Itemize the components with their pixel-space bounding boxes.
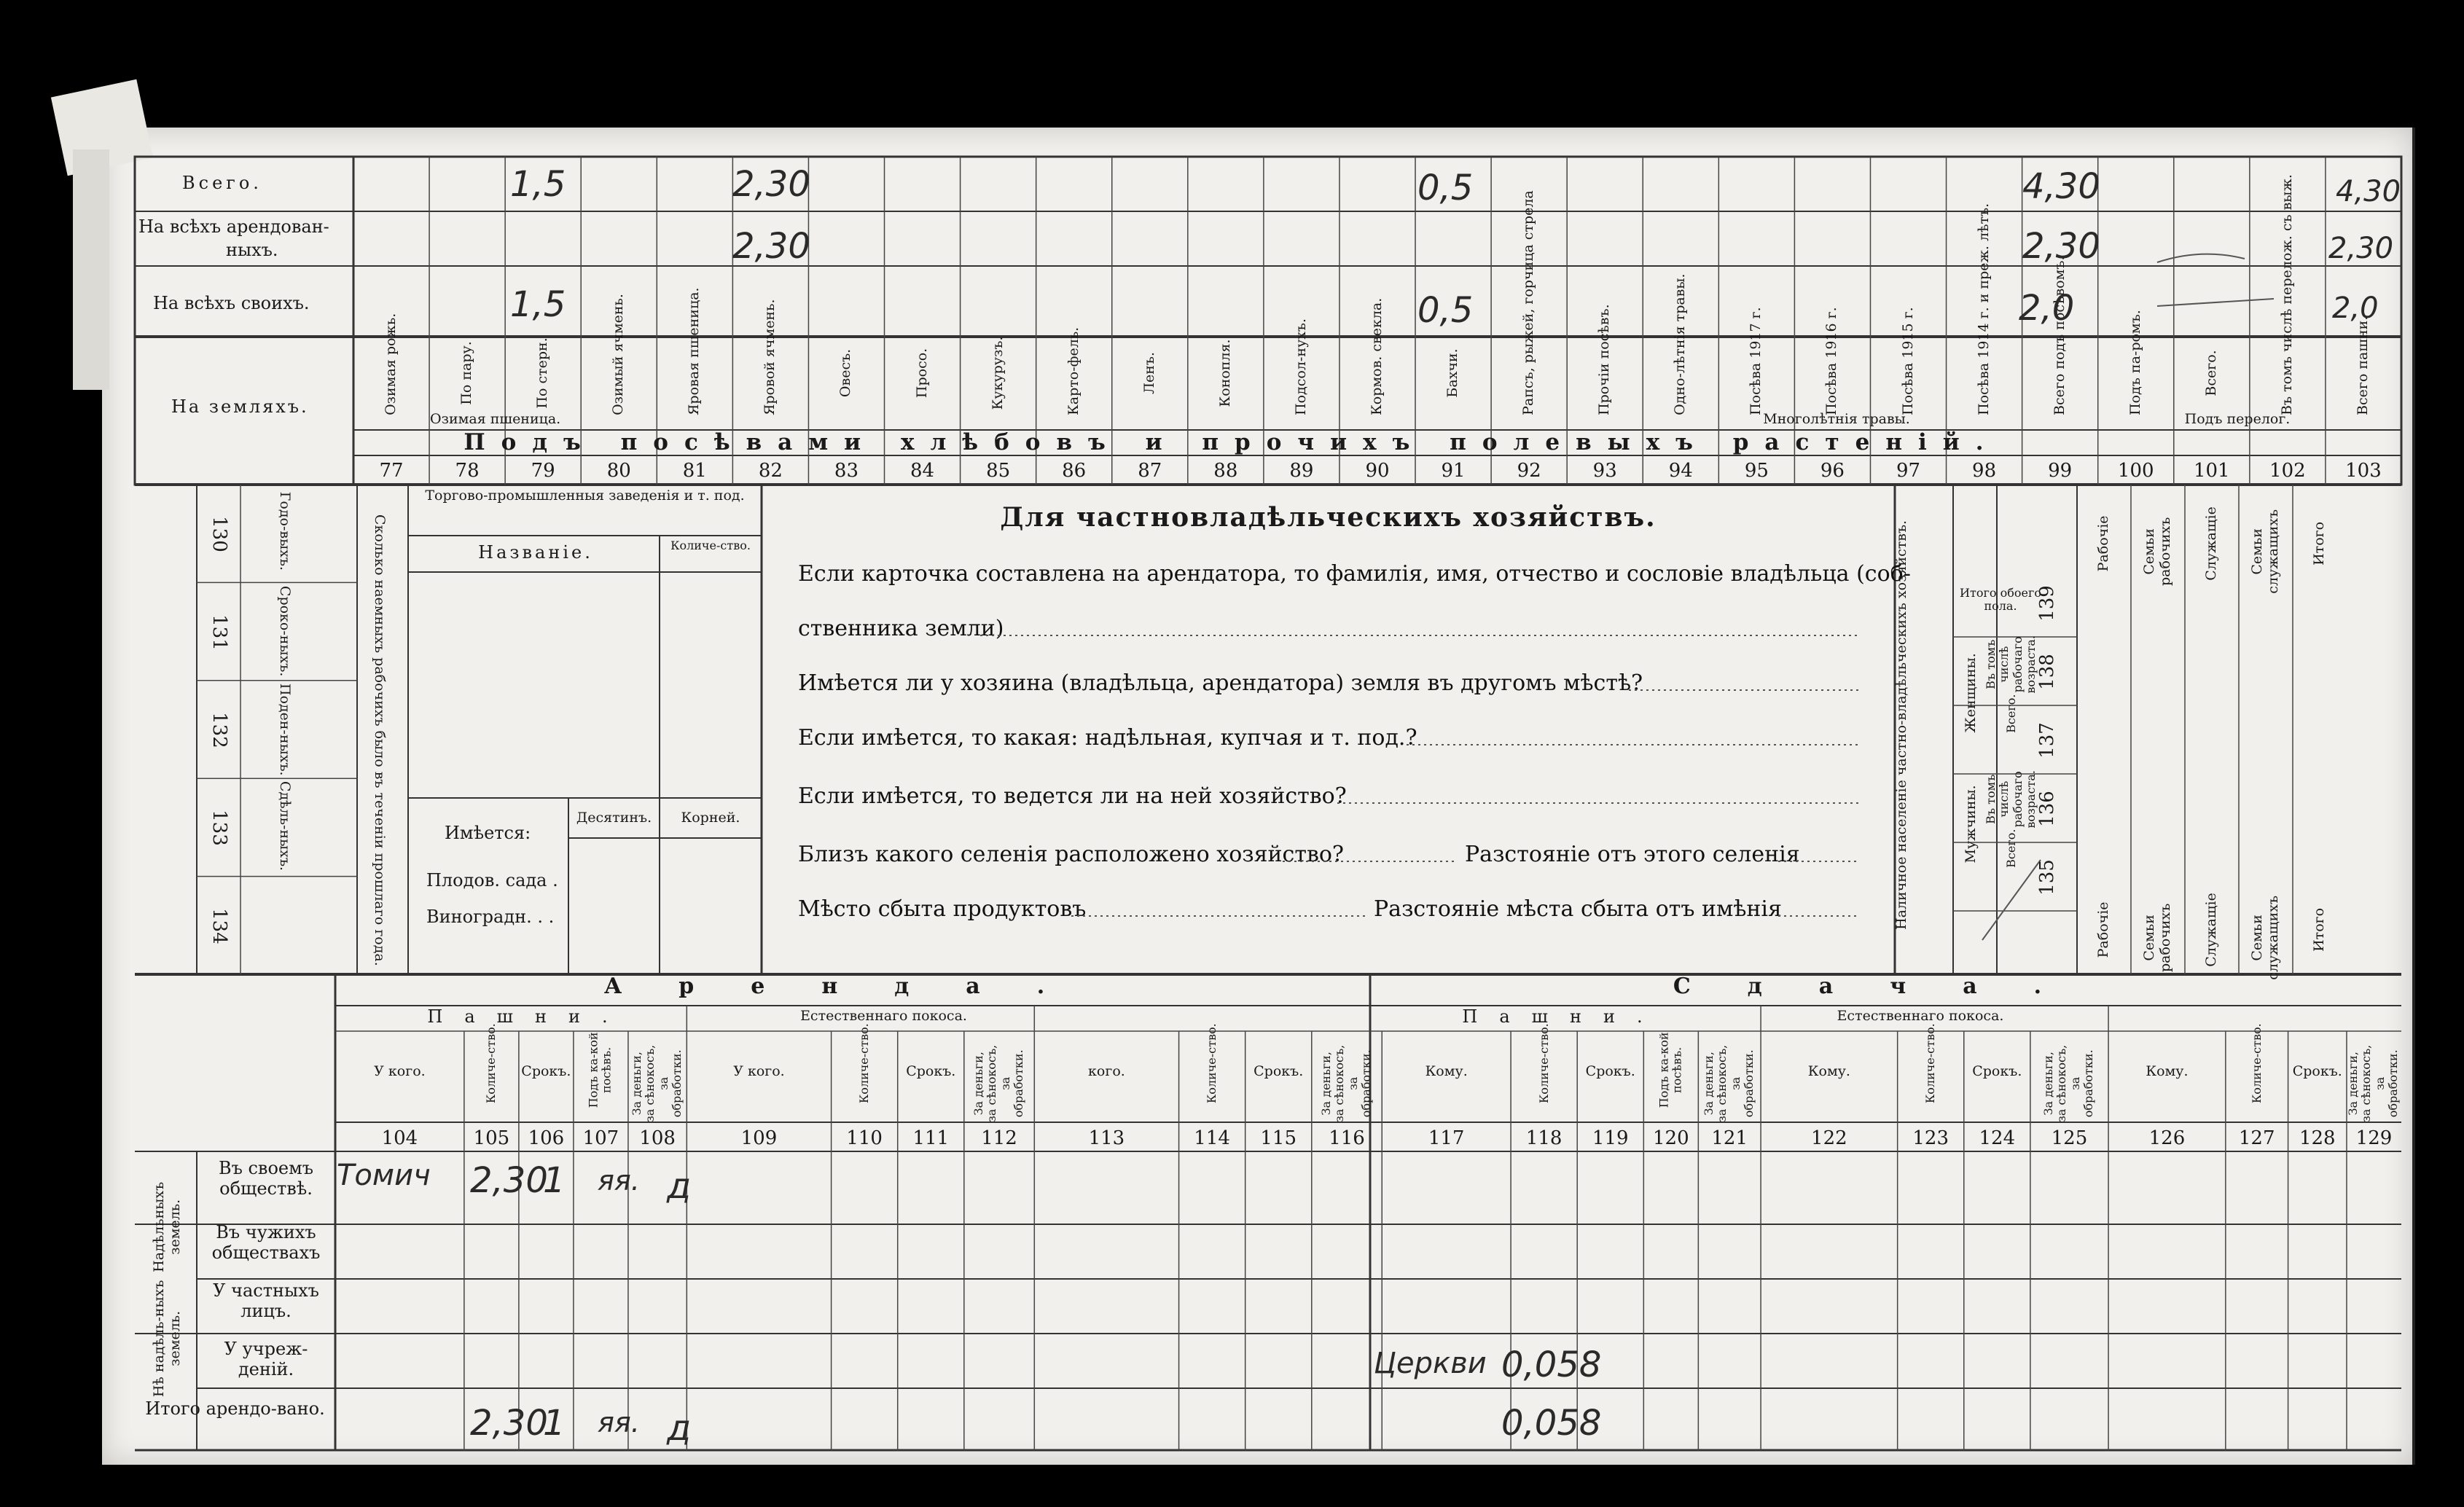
- column-number: 93: [1592, 460, 1617, 482]
- trade-qty-header: Количе-ство.: [670, 539, 751, 552]
- lease-column-header: Срокъ.: [1585, 1063, 1635, 1079]
- hw-r1-term: 1: [543, 1160, 566, 1201]
- column-number: 99: [2048, 460, 2073, 482]
- column-number: 94: [1668, 460, 1693, 482]
- right-column-label-top: Итого: [2311, 521, 2328, 565]
- lease-column-number: 115: [1260, 1127, 1297, 1149]
- trade-title: Торгово-промышленныя заведенія и т. под.: [425, 488, 745, 504]
- row-label-total: Всего.: [182, 173, 262, 193]
- question-owner-b: ственника земли): [798, 616, 1004, 641]
- group-allotment-lands: Надѣльныхъ земель.: [151, 1181, 183, 1272]
- column-header-label: По пару.: [458, 341, 475, 405]
- lease-column-header: Количе-ство.: [1204, 1023, 1219, 1104]
- column-number: 84: [910, 460, 935, 482]
- lease-column-header: За деньги, за сѣнокосъ, за обработки.: [1702, 1044, 1756, 1122]
- column-header-label: Посѣва 1917 г.: [1748, 307, 1764, 415]
- men-label: Мужчины.: [1963, 785, 1979, 864]
- lease-column-header: У кого.: [374, 1063, 426, 1079]
- column-header-label: Кукурузъ.: [989, 336, 1006, 410]
- vineyard-label: Виноградн. . .: [426, 907, 555, 927]
- row-institutions: У учреж-деній.: [224, 1339, 308, 1379]
- column-number: 78: [455, 460, 480, 482]
- column-number: 97: [1896, 460, 1921, 482]
- women-working-age-label: Въ томъ числѣ рабочаго возраста.: [1984, 635, 2038, 694]
- hw-rented-103: 2,30: [2328, 232, 2394, 265]
- lease-column-header: У кого.: [733, 1063, 785, 1079]
- lease-column-header: кого.: [1088, 1063, 1125, 1079]
- subheader-perennial-grasses: Многолѣтнія травы.: [1763, 411, 1910, 427]
- hw-total-pay: д: [667, 1408, 692, 1449]
- worker-column-number: 131: [208, 614, 230, 651]
- lease-column-header: Количе-ство.: [1536, 1023, 1551, 1104]
- column-header-label: Озимая рожь.: [383, 313, 399, 415]
- column-header-label: Всего.: [2202, 350, 2219, 396]
- hw-r1-qty: 2,30: [470, 1160, 548, 1201]
- desyatin-header: Десятинъ.: [576, 810, 652, 826]
- lease-column-number: 121: [1711, 1127, 1748, 1149]
- arenda-meadow-header: Естественнаго покоса.: [800, 1008, 967, 1024]
- lease-column-header: Срокъ.: [2292, 1063, 2342, 1079]
- question-farming: Если имѣется, то ведется ли на ней хозяйство?: [798, 783, 1347, 809]
- column-header-label: Озимый ячмень.: [610, 294, 627, 415]
- column-number: 101: [2193, 460, 2230, 482]
- hw-total-term: 1: [543, 1403, 566, 1444]
- right-column-label-top: Рабочіе: [2095, 515, 2112, 572]
- lease-column-number: 123: [1912, 1127, 1949, 1149]
- column-number: 77: [379, 460, 404, 482]
- question-market-distance: Разстояніе мѣста сбыта отъ имѣнія: [1374, 896, 1782, 922]
- column-header-label: Просо.: [913, 348, 930, 399]
- population-title: Наличное населеніе частно-владѣльческихъ хозяйствъ.: [1893, 520, 1910, 930]
- lease-column-header: Срокъ.: [521, 1063, 571, 1079]
- lease-column-header: Срокъ.: [906, 1063, 956, 1079]
- hw-own-99: 2,0: [2019, 288, 2075, 329]
- lease-column-number: 124: [1979, 1127, 2016, 1149]
- lease-column-header: Подъ ка-кой посѣвъ.: [1657, 1032, 1684, 1108]
- arenda-arable-header: Пашни.: [427, 1006, 630, 1027]
- column-number: 82: [758, 460, 783, 482]
- column-header-label: Посѣва 1915 г.: [1899, 307, 1916, 415]
- hw-total-91: 0,5: [1417, 168, 1474, 208]
- hw-r4-to: Церкви: [1374, 1347, 1487, 1380]
- sdacha-banner: Сдача.: [1673, 974, 2099, 999]
- population-column-number: 136: [2036, 791, 2059, 827]
- subheader-winter-wheat: Озимая пшеница.: [430, 411, 561, 427]
- worker-column-number: 130: [208, 516, 230, 552]
- lease-column-header: Подъ ка-кой посѣвъ.: [587, 1032, 614, 1108]
- column-number: 91: [1441, 460, 1466, 482]
- lease-column-header: Кому.: [2146, 1063, 2189, 1079]
- men-working-age-label: Въ томъ числѣ рабочаго возраста.: [1984, 770, 2038, 829]
- column-header-label: По стерн.: [534, 337, 551, 409]
- private-households-title: Для частновладѣльческихъ хозяйствъ.: [1000, 502, 1657, 533]
- column-number: 80: [606, 460, 631, 482]
- sdacha-arable-header: Пашни.: [1462, 1006, 1665, 1027]
- column-header-label: Бахчи.: [1444, 348, 1461, 398]
- row-total-rented: Итого арендо-вано.: [145, 1398, 325, 1419]
- hw-r1-crop: яя.: [598, 1164, 640, 1197]
- population-column-number: 139: [2036, 585, 2059, 622]
- hw-r1-pay: д: [667, 1166, 692, 1207]
- question-other-land: Имѣется ли у хозяина (владѣльца, арендатора) земля въ другомъ мѣстѣ?: [798, 670, 1643, 696]
- column-number: 103: [2345, 460, 2382, 482]
- population-column-number: 135: [2036, 859, 2059, 896]
- lease-column-number: 111: [912, 1127, 950, 1149]
- column-header-label: [1521, 331, 1537, 415]
- arenda-banner: Аренда.: [603, 974, 1102, 999]
- lease-column-number: 108: [639, 1127, 676, 1149]
- column-header-label: Подъ па-ромъ.: [2127, 310, 2143, 415]
- question-village-distance: Разстояніе отъ этого селенія: [1465, 842, 1800, 867]
- right-column-label-bottom: Семьи служащихъ: [2249, 895, 2281, 980]
- hw-total-103: 4,30: [2336, 175, 2401, 208]
- lease-column-number: 117: [1428, 1127, 1465, 1149]
- hw-r1-who: Томич: [337, 1159, 431, 1192]
- hw-r4-qty: 0,058: [1501, 1344, 1602, 1385]
- worker-column-number: 133: [208, 810, 230, 847]
- lease-column-header: Количе-ство.: [2249, 1023, 2264, 1104]
- hw-own-79: 1,5: [510, 284, 566, 325]
- lease-column-number: 128: [2299, 1127, 2336, 1149]
- lease-column-number: 109: [740, 1127, 778, 1149]
- question-village: Близъ какого селенія расположено хозяйство?: [798, 842, 1344, 867]
- lease-column-number: 119: [1592, 1127, 1629, 1149]
- column-number: 89: [1289, 460, 1314, 482]
- column-header-label: Кормов. свекла.: [1369, 297, 1385, 415]
- question-owner-a: Если карточка составлена на арендатора, то фамилія, имя, отчество и сословіе владѣльца (соб-: [798, 561, 1911, 587]
- trade-name-header: Названіе.: [478, 542, 593, 563]
- column-header-label: Яровой ячмень.: [762, 299, 778, 415]
- orchard-label: Плодов. сада .: [426, 870, 558, 890]
- worker-column-label: Сроко-ныхъ.: [276, 585, 293, 677]
- worker-column-number: 132: [208, 712, 230, 748]
- lease-column-number: 105: [473, 1127, 510, 1149]
- column-header-label: Подсол-нухъ.: [1293, 318, 1309, 415]
- hw-total-99: 4,30: [2022, 166, 2100, 207]
- column-header-label: Одно-лѣтнія травы.: [1672, 273, 1689, 415]
- column-number: 100: [2117, 460, 2154, 482]
- lease-column-number: 127: [2238, 1127, 2275, 1149]
- column-header-label: [1976, 331, 1992, 415]
- right-column-label-top: Семьи рабочихъ: [2141, 517, 2173, 587]
- lease-column-header: За деньги, за сѣнокосъ, за обработки.: [2346, 1044, 2401, 1122]
- column-header-label: Всего подъ посѣвомъ.: [2051, 256, 2068, 415]
- women-label: Женщины.: [1963, 653, 1979, 733]
- column-number: 81: [682, 460, 707, 482]
- column-number: 90: [1365, 460, 1390, 482]
- column-number: 98: [1972, 460, 1997, 482]
- row-label-rented-b: ныхъ.: [226, 240, 278, 260]
- right-column-label-bottom: Семьи рабочихъ: [2141, 903, 2173, 973]
- lease-column-number: 110: [846, 1127, 883, 1149]
- roots-header: Корней.: [681, 810, 740, 826]
- right-column-label-bottom: Служащіе: [2203, 893, 2220, 967]
- lease-column-number: 118: [1525, 1127, 1563, 1149]
- right-column-label-top: Семьи служащихъ: [2249, 509, 2281, 594]
- column-header-label: Всего пашни.: [2355, 316, 2371, 415]
- hw-total-82: 2,30: [732, 164, 810, 205]
- column-header-label: [2280, 331, 2296, 415]
- hw-rented-82: 2,30: [732, 226, 810, 267]
- worker-column-label: Поден-ныхъ.: [276, 683, 293, 776]
- column-number: 88: [1213, 460, 1238, 482]
- lease-column-header: За деньги, за сѣнокосъ, за обработки.: [1319, 1044, 1374, 1122]
- worker-column-number: 134: [208, 907, 230, 944]
- column-number: 85: [986, 460, 1011, 482]
- column-number: 83: [834, 460, 859, 482]
- lease-column-number: 120: [1653, 1127, 1689, 1149]
- hired-workers-note: Сколько наемныхъ рабочихъ было въ теченіи прошлаго года.: [371, 514, 388, 966]
- question-market: Мѣсто сбыта продуктовъ: [798, 896, 1087, 922]
- lease-column-header: Срокъ.: [1253, 1063, 1304, 1079]
- lease-column-header: Кому.: [1807, 1063, 1850, 1079]
- column-header-label: Яровая пшеница.: [686, 287, 703, 415]
- column-header-label: Овесъ.: [837, 348, 854, 398]
- lease-column-number: 113: [1088, 1127, 1125, 1149]
- column-header-label: Посѣва 1916 г.: [1823, 307, 1840, 415]
- lease-column-number: 107: [582, 1127, 619, 1149]
- worker-column-label: Годо-выхъ.: [276, 491, 293, 571]
- row-private-persons: У частныхъ лицъ.: [213, 1280, 319, 1321]
- column-header-label: Карто-фель.: [1065, 326, 1082, 415]
- women-total-label: Всего.: [2003, 694, 2018, 733]
- lease-column-number: 116: [1329, 1127, 1365, 1149]
- hw-total-qty: 2,30: [470, 1403, 548, 1444]
- population-column-number: 137: [2036, 722, 2059, 759]
- lease-column-number: 106: [528, 1127, 565, 1149]
- column-header-label: Конопля.: [1216, 339, 1233, 407]
- right-column-label-top: Служащіе: [2203, 506, 2220, 581]
- row-own-community: Въ своемъ обществѣ.: [218, 1158, 314, 1199]
- column-number: 96: [1820, 460, 1845, 482]
- both-sexes-label: Итого обоего пола.: [1960, 586, 2041, 614]
- hw-total-sd-qty: 0,058: [1501, 1403, 1602, 1444]
- hw-total-crop: яя.: [598, 1406, 640, 1438]
- worker-column-label: Сдѣль-ныхъ.: [276, 781, 293, 872]
- right-column-label-bottom: Итого: [2311, 907, 2328, 952]
- lease-column-header: Количе-ство.: [484, 1023, 498, 1104]
- crops-banner: Подъ посѣвами хлѣбовъ и прочихъ полевыхъ растеній.: [464, 429, 2000, 455]
- column-header-label: Прочіи посѣвъ.: [1596, 304, 1613, 415]
- population-column-number: 138: [2036, 654, 2059, 690]
- lease-column-number: 126: [2148, 1127, 2186, 1149]
- hw-rented-99: 2,30: [2022, 226, 2100, 267]
- right-column-label-bottom: Рабочіе: [2095, 901, 2112, 958]
- column-number: 86: [1062, 460, 1087, 482]
- lease-column-header: Кому.: [1425, 1063, 1468, 1079]
- column-number: 95: [1744, 460, 1769, 482]
- lease-column-number: 125: [2051, 1127, 2088, 1149]
- lease-column-number: 104: [381, 1127, 418, 1149]
- column-number: 87: [1138, 460, 1162, 482]
- row-label-own: На всѣхъ своихъ.: [153, 293, 310, 313]
- lease-column-number: 129: [2355, 1127, 2393, 1149]
- column-number: 79: [531, 460, 555, 482]
- lease-column-number: 114: [1194, 1127, 1230, 1149]
- sdacha-meadow-header: Естественнаго покоса.: [1837, 1008, 2004, 1024]
- hw-own-91: 0,5: [1417, 290, 1474, 331]
- subheader-fallow: Подъ перелог.: [2184, 411, 2291, 427]
- lease-column-header: Срокъ.: [1972, 1063, 2022, 1079]
- lease-column-number: 122: [1811, 1127, 1847, 1149]
- hw-total-79: 1,5: [510, 164, 566, 205]
- row-label-rented-a: На всѣхъ арендован-: [138, 216, 329, 237]
- lease-column-number: 112: [981, 1127, 1017, 1149]
- lease-column-header: Количе-ство.: [1923, 1023, 1938, 1104]
- column-number: 92: [1517, 460, 1541, 482]
- has-label: Имѣется:: [445, 823, 531, 843]
- column-number: 102: [2269, 460, 2306, 482]
- column-header-label: Ленъ.: [1141, 351, 1157, 394]
- men-total-label: Всего.: [2003, 829, 2018, 868]
- hw-own-103: 2,0: [2332, 291, 2379, 325]
- group-non-allotment-lands: Нѣ надѣль-ныхъ земель.: [151, 1280, 183, 1398]
- lease-column-header: За деньги, за сѣнокосъ, за обработки.: [971, 1044, 1026, 1122]
- lease-column-header: За деньги, за сѣнокосъ, за обработки.: [2041, 1044, 2096, 1122]
- row-other-communities: Въ чужихъ обществахъ: [211, 1222, 321, 1263]
- lease-column-header: За деньги, за сѣнокосъ, за обработки.: [630, 1044, 684, 1122]
- row-label-on-lands: На земляхъ.: [171, 396, 309, 417]
- question-land-type: Если имѣется, то какая: надѣльная, купчая и т. под.?: [798, 725, 1417, 751]
- lease-column-header: Количе-ство.: [856, 1023, 871, 1104]
